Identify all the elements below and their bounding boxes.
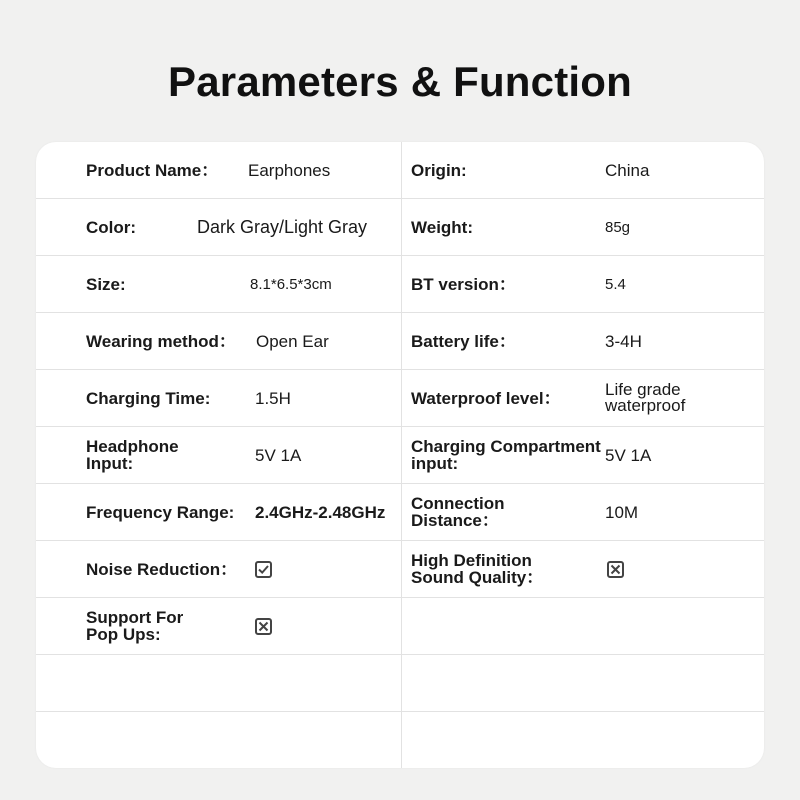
empty-table-row xyxy=(36,712,764,768)
headphone-input-label: Headphone Input: xyxy=(86,437,179,473)
weight-value: 85g xyxy=(605,218,631,236)
table-row xyxy=(36,142,764,199)
bt-version-label: BT version： xyxy=(411,274,516,294)
table-row xyxy=(36,427,764,484)
product-name-value: Earphones xyxy=(248,160,331,180)
support-pop-ups-label: Support For Pop Ups: xyxy=(86,608,184,644)
checkbox-checked-icon xyxy=(255,561,272,578)
connection-distance-value: 10M xyxy=(605,502,639,522)
checkbox-crossed-icon xyxy=(255,618,272,635)
battery-life-value: 3-4H xyxy=(605,331,642,351)
table-row xyxy=(36,370,764,427)
frequency-range-label: Frequency Range: xyxy=(86,502,235,522)
table-row xyxy=(36,199,764,256)
charging-compartment-input-label: Charging Compartment input: xyxy=(411,437,601,473)
wearing-method-label: Wearing method： xyxy=(86,331,236,351)
color-value: Dark Gray/Light Gray xyxy=(197,216,368,237)
charging-time-value: 1.5H xyxy=(255,388,291,408)
size-label: Size: xyxy=(86,274,126,294)
color-label: Color: xyxy=(86,217,137,237)
hd-sound-quality-label: High Definition Sound Quality： xyxy=(411,551,544,587)
noise-reduction-label: Noise Reduction： xyxy=(86,559,238,579)
waterproof-level-label: Waterproof level： xyxy=(411,388,561,408)
table-row xyxy=(36,256,764,313)
table-row xyxy=(36,484,764,541)
connection-distance-label: Connection Distance： xyxy=(411,494,505,530)
table-row xyxy=(36,598,764,655)
page-title: Parameters & Function xyxy=(168,58,632,105)
charging-compartment-input-value: 5V 1A xyxy=(605,445,652,465)
bt-version-value: 5.4 xyxy=(605,275,626,293)
weight-label: Weight: xyxy=(411,217,474,237)
size-value: 8.1*6.5*3cm xyxy=(250,275,332,293)
origin-value: China xyxy=(605,160,650,180)
waterproof-level-value: Life grade waterproof xyxy=(605,380,686,415)
charging-time-label: Charging Time: xyxy=(86,388,211,408)
frequency-range-value: 2.4GHz-2.48GHz xyxy=(255,502,386,522)
parameters-table xyxy=(36,142,764,768)
table-row xyxy=(36,313,764,370)
empty-table-row xyxy=(36,655,764,712)
battery-life-label: Battery life： xyxy=(411,331,516,351)
checkbox-crossed-icon xyxy=(607,561,624,578)
origin-label: Origin: xyxy=(411,160,467,180)
headphone-input-value: 5V 1A xyxy=(255,445,302,465)
table-row xyxy=(36,541,764,598)
product-name-label: Product Name： xyxy=(86,160,219,180)
wearing-method-value: Open Ear xyxy=(256,331,329,351)
